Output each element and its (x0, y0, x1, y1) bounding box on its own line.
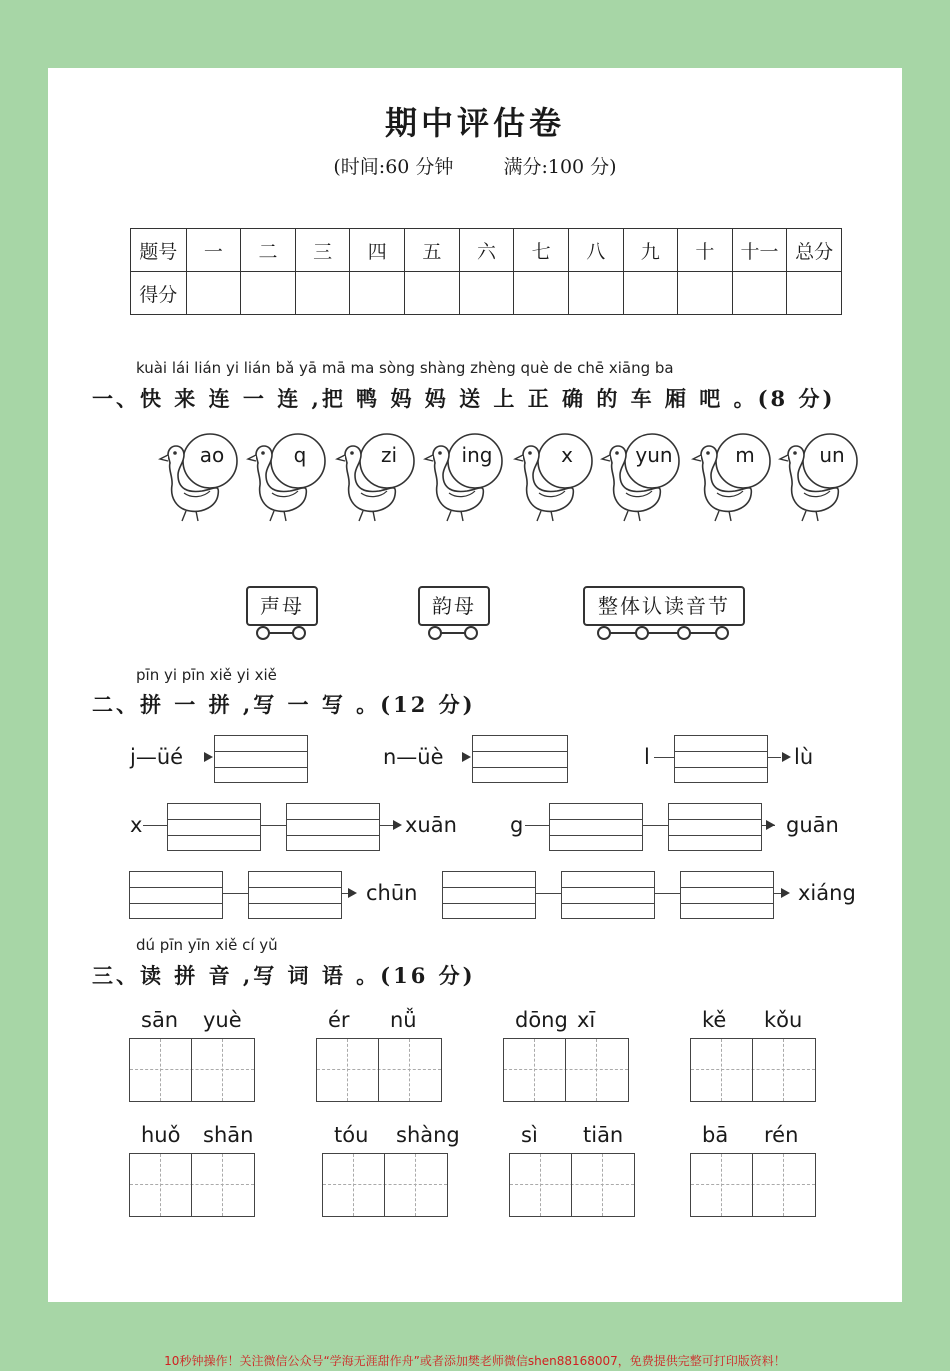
arrow-icon (781, 888, 790, 898)
item-e-right: guān (786, 813, 839, 837)
word-pinyin-b: nǚ (390, 1008, 417, 1032)
duck-item[interactable] (158, 433, 242, 523)
q2-heading: 二、拼 一 拼 ,写 一 写 。(12 分) (92, 692, 476, 717)
duck-item[interactable] (246, 433, 330, 523)
cart-zhengti[interactable] (583, 586, 745, 642)
cart-label: 整体认读音节 (583, 586, 745, 626)
tianzige-grid[interactable] (690, 1038, 816, 1102)
word-pinyin-a: sì (521, 1123, 538, 1147)
item-a-left: j—üé (130, 745, 184, 769)
score-cell[interactable] (241, 272, 296, 315)
connector-line (767, 757, 781, 758)
item-f-right: chūn (366, 881, 418, 905)
item-g-right: xiáng (798, 881, 856, 905)
score-cell[interactable] (514, 272, 569, 315)
word-pinyin-b: tiān (583, 1123, 624, 1147)
duck-label: ao (199, 443, 225, 467)
tianzige-grid[interactable] (316, 1038, 442, 1102)
duck-item[interactable] (513, 433, 597, 523)
duck-label: m (735, 443, 755, 467)
score-cell[interactable] (787, 272, 842, 315)
q1-heading: 一、快 来 连 一 连 ,把 鸭 妈 妈 送 上 正 确 的 车 厢 吧 。(8 分) (92, 386, 836, 411)
cart-wheels (428, 626, 480, 640)
arrow-icon (393, 820, 402, 830)
score-cell[interactable] (678, 272, 733, 315)
tianzige-grid[interactable] (129, 1153, 255, 1217)
score-cell[interactable] (732, 272, 787, 315)
duck-item[interactable] (423, 433, 507, 523)
header-cell: 题号 (131, 229, 187, 272)
tianzige-grid[interactable] (129, 1038, 255, 1102)
connector-line (642, 825, 668, 826)
cart-label: 韵母 (418, 586, 490, 626)
four-line-box[interactable] (674, 735, 768, 783)
connector-line (535, 893, 561, 894)
duck-item[interactable] (335, 433, 419, 523)
item-d-right: xuān (405, 813, 457, 837)
duck-label: q (293, 443, 307, 467)
score-cell[interactable] (405, 272, 460, 315)
duck-label: zi (380, 443, 398, 467)
header-cell: 六 (459, 229, 514, 272)
duck-label: un (819, 443, 845, 467)
tianzige-grid[interactable] (509, 1153, 635, 1217)
header-cell: 五 (405, 229, 460, 272)
word-pinyin-a: sān (141, 1008, 179, 1032)
four-line-box[interactable] (129, 871, 223, 919)
footer-notice: 10秒钟操作！关注微信公众号“学海无涯甜作舟”或者添加樊老师微信shen88168007，免费提供完整可打印版资料！ (164, 1354, 786, 1368)
connector-line (654, 757, 674, 758)
connector-line (525, 825, 549, 826)
exam-paper (48, 68, 902, 1302)
score-table (130, 228, 842, 315)
word-pinyin-b: yuè (203, 1008, 242, 1032)
word-pinyin-a: ér (328, 1008, 350, 1032)
four-line-box[interactable] (286, 803, 380, 851)
four-line-box[interactable] (248, 871, 342, 919)
score-row (131, 272, 842, 315)
tianzige-grid[interactable] (690, 1153, 816, 1217)
cart-wheels (256, 626, 308, 640)
header-cell: 二 (241, 229, 296, 272)
word-pinyin-b: xī (577, 1008, 596, 1032)
arrow-icon (782, 752, 791, 762)
header-cell: 八 (568, 229, 623, 272)
item-c-left: l (644, 745, 650, 769)
duck-item[interactable] (600, 433, 684, 523)
word-pinyin-a: huǒ (141, 1123, 181, 1147)
duck-label: x (561, 443, 573, 467)
four-line-box[interactable] (549, 803, 643, 851)
word-pinyin-b: rén (764, 1123, 799, 1147)
word-pinyin-a: kě (702, 1008, 727, 1032)
duck-label: yun (635, 443, 673, 467)
score-cell[interactable] (459, 272, 514, 315)
score-table-header-row (131, 229, 842, 272)
page-title: 期中评估卷 (384, 104, 565, 142)
score-cell[interactable] (186, 272, 241, 315)
header-cell: 十 (678, 229, 733, 272)
duck-item[interactable] (691, 433, 775, 523)
score-cell[interactable] (568, 272, 623, 315)
header-cell: 九 (623, 229, 678, 272)
four-line-box[interactable] (668, 803, 762, 851)
four-line-box[interactable] (561, 871, 655, 919)
connector-line (260, 825, 286, 826)
tianzige-grid[interactable] (322, 1153, 448, 1217)
arrow-icon (204, 752, 213, 762)
word-pinyin-b: shān (203, 1123, 254, 1147)
connector-line (143, 825, 167, 826)
duck-item[interactable] (778, 433, 862, 523)
cart-yunmu[interactable] (418, 586, 490, 642)
header-cell: 一 (186, 229, 241, 272)
duck-label: ing (461, 443, 493, 467)
four-line-box[interactable] (214, 735, 308, 783)
header-cell: 七 (514, 229, 569, 272)
four-line-box[interactable] (442, 871, 536, 919)
subtitle (48, 152, 902, 179)
time-limit: (时间:60 分钟 (333, 156, 454, 178)
word-pinyin-a: bā (702, 1123, 729, 1147)
item-c-right: lù (794, 745, 814, 769)
q3-heading: 三、读 拼 音 ,写 词 语 。(16 分) (92, 963, 476, 988)
header-cell: 三 (295, 229, 350, 272)
q1-pinyin: kuài lái lián yi lián bǎ yā mā ma sòng shàng zhèng què de chē xiāng ba (136, 359, 674, 377)
score-cell[interactable] (350, 272, 405, 315)
q3-pinyin: dú pīn yīn xiě cí yǔ (136, 936, 278, 954)
header-cell: 十一 (732, 229, 787, 272)
word-pinyin-a: tóu (334, 1123, 369, 1147)
connector-line (654, 893, 680, 894)
tianzige-grid[interactable] (503, 1038, 629, 1102)
score-cell[interactable] (295, 272, 350, 315)
header-cell: 四 (350, 229, 405, 272)
item-e-left: g (510, 813, 524, 837)
four-line-box[interactable] (167, 803, 261, 851)
q2-pinyin: pīn yi pīn xiě yi xiě (136, 666, 277, 684)
score-cell[interactable] (623, 272, 678, 315)
item-d-left: x (130, 813, 143, 837)
connector-line (222, 893, 248, 894)
word-pinyin-b: shàng (396, 1123, 460, 1147)
arrow-icon (766, 820, 775, 830)
score-row-label: 得分 (131, 272, 187, 315)
full-score: 满分:100 分) (503, 156, 617, 178)
cart-wheels (597, 626, 737, 640)
word-pinyin-b: kǒu (764, 1008, 803, 1032)
cart-label: 声母 (246, 586, 318, 626)
four-line-box[interactable] (472, 735, 568, 783)
arrow-icon (348, 888, 357, 898)
cart-shengmu[interactable] (246, 586, 318, 642)
connector-line (379, 825, 393, 826)
word-pinyin-a: dōng (515, 1008, 568, 1032)
header-cell: 总分 (787, 229, 842, 272)
arrow-icon (462, 752, 471, 762)
four-line-box[interactable] (680, 871, 774, 919)
item-b-left: n—üè (383, 745, 444, 769)
